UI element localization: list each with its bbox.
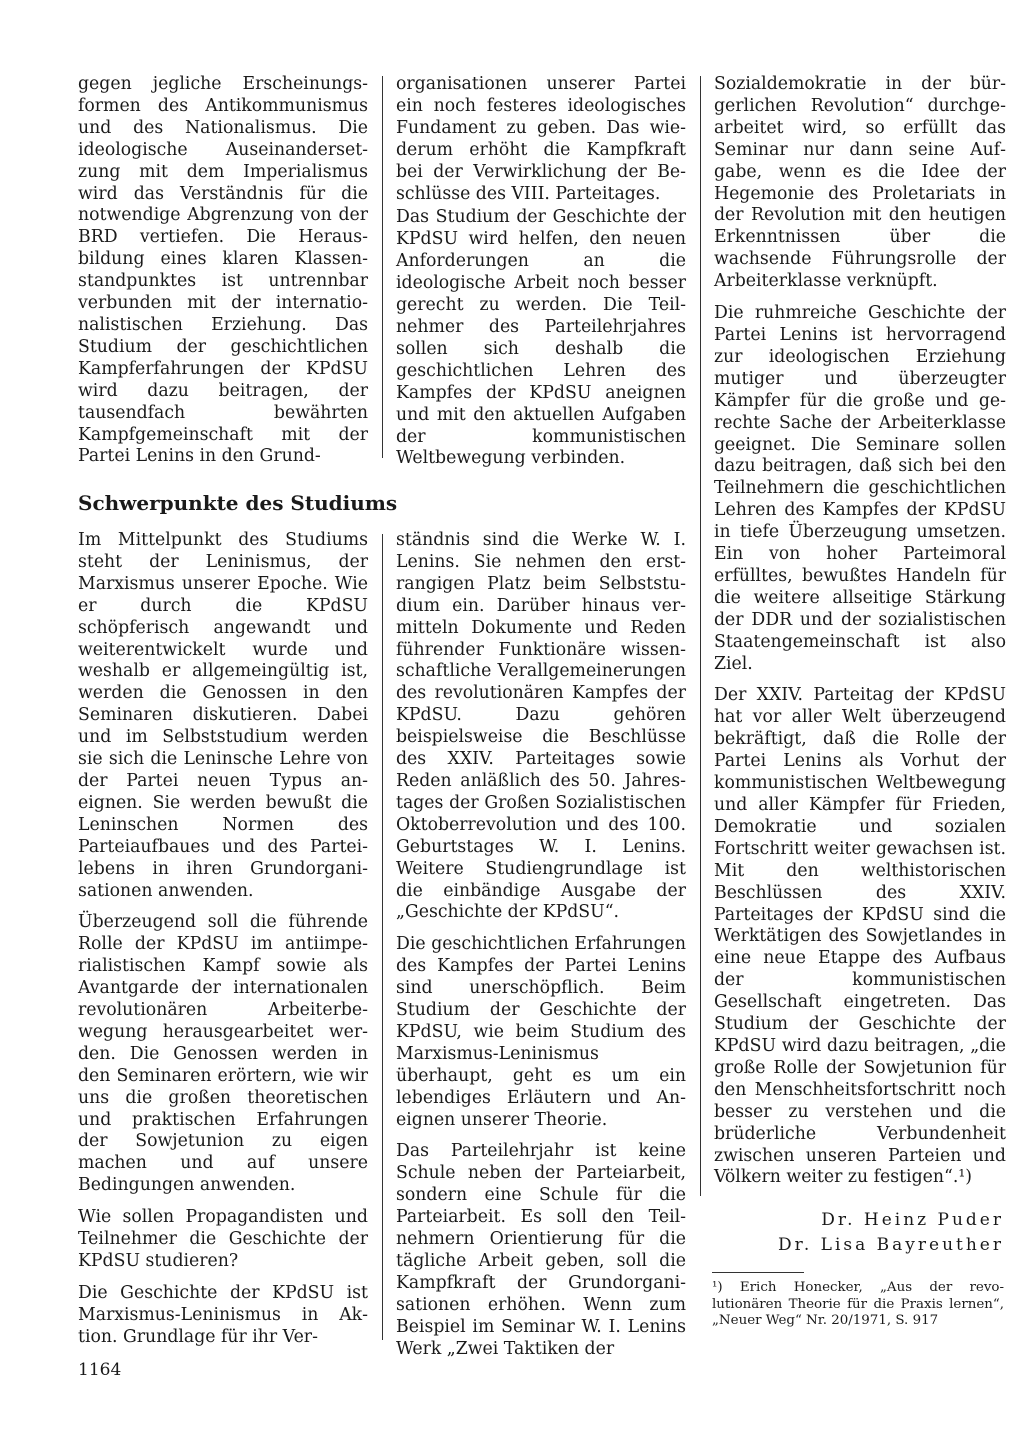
paragraph: Wie sollen Propagandisten und Teilnehmer die Geschichte der KPdSU studieren? [78,1207,368,1271]
column-2-bottom [396,530,686,1361]
column-1-bottom [78,530,368,1349]
paragraph: gegen jegliche Erscheinungsformen des Antikommunismus und des Nationalismus. Die ideologische Auseinandersetzung mit dem Imperialismus wird das Verständnis für die notwendige Abgrenzung von der BRD vertiefen. Die Herausbildung eines klaren Klassenstandpunktes ist untrennbar verbunden mit der internationalistischen Erziehung. Das Studium der geschichtlichen Kampferfahrungen der KPdSU wird dazu beitragen, der tausendfach bewährten Kampfgemeinschaft mit der Partei Lenins in den Grund- [78,74,368,467]
column-divider [382,534,383,1340]
footnote-rule [712,1272,804,1273]
paragraph: Das Parteilehrjahr ist keine Schule neben der Parteiarbeit, sondern eine Schule für die Parteiarbeit. Es soll den Teilnehmern Orientierung für die tägliche Arbeit geben, soll die Kampfkraft der Grundorganisationen erhöhen. Wenn zum Beispiel im Seminar W. I. Lenins Werk „Zwei Taktiken der [396,1141,686,1359]
paragraph: Im Mittelpunkt des Studiums steht der Leninismus, der Marxismus unserer Epoche. Wie er durch die KPdSU schöpferisch angewandt und weiterentwickelt wurde und weshalb er allgemeingültig ist, werden die Genossen in den Seminaren diskutieren. Dabei und im Selbststudium werden sie sich die Leninsche Lehre von der Partei neuen Typus aneignen. Sie werden bewußt die Leninschen Normen des Parteiaufbaues und des Parteilebens in ihren Grundorganisationen anwenden. [78,530,368,901]
paragraph: organisationen unserer Partei ein noch festeres ideologisches Fundament zu geben. Das wiederum erhöht die Kampfkraft bei der Verwirklichung der Beschlüsse des VIII. Parteitages. [396,74,686,204]
footnote: ¹) Erich Honecker, „Aus der revolutionären Theorie für die Praxis lernen“, „Neuer Weg“ Nr. 20/1971, S. 917 [712,1280,1004,1328]
paragraph: Der XXIV. Parteitag der KPdSU hat vor aller Welt überzeugend bekräftigt, daß die Rolle der Partei Lenins als Vorhut der kommunistischen Weltbewegung und aller Kämpfer für Frieden, Demokratie und sozialen Fortschritt weiter gewachsen ist. Mit den welthistorischen Beschlüssen des XXIV. Parteitages der KPdSU sind die Werktätigen des Sowjetlandes in eine neue Etappe des Aufbaus der kommunistischen Gesellschaft eingetreten. Das Studium der Geschichte der KPdSU wird dazu beitragen, „die große Rolle der Sowjetunion für den Menschheitsfortschritt noch besser zu verstehen und die brüderliche Verbundenheit zwischen unseren Parteien und Völkern weiter zu festigen“.¹) [714,685,1006,1188]
paragraph: Sozialdemokratie in der bürgerlichen Revolution“ durchgearbeitet wird, so erfüllt das Seminar nur dann seine Aufgabe, wenn es die Idee der Hegemonie des Proletariats in der Revolution mit den heutigen Erkenntnissen über die wachsende Führungsrolle der Arbeiterklasse verknüpft. [714,74,1006,292]
column-divider [382,76,383,458]
column-divider [700,76,701,1196]
section-heading: Schwerpunkte des Studiums [78,491,398,515]
author-signature: Dr. Heinz Puder [821,1210,1004,1230]
page-number: 1164 [78,1360,122,1380]
column-3 [714,74,1006,1189]
paragraph: Überzeugend soll die führende Rolle der KPdSU im antiimperialistischen Kampf sowie als Avantgarde der internationalen revolutionären Arbeiterbewegung herausgearbeitet werden. Die Genossen werden in den Seminaren erörtern, wie wir uns die großen theoretischen und praktischen Erfahrungen der Sowjetunion zu eigen machen und auf unsere Bedingungen anwenden. [78,912,368,1196]
paragraph: Die geschichtlichen Erfahrungen des Kampfes der Partei Lenins sind unerschöpflich. Beim Studium der Geschichte der KPdSU, wie beim Studium des Marxismus-Leninismus überhaupt, geht es um ein lebendiges Erläutern und Aneignen unserer Theorie. [396,934,686,1130]
paragraph: ständnis sind die Werke W. I. Lenins. Sie nehmen den erstrangigen Platz beim Selbststudium ein. Darüber hinaus vermitteln Dokumente und Reden führender Funktionäre wissenschaftliche Verallgemeinerungen des revolutionären Kampfes der KPdSU. Dazu gehören beispielsweise die Beschlüsse des XXIV. Parteitages sowie Reden anläßlich des 50. Jahrestages der Großen Sozialistischen Oktoberrevolution und des 100. Geburtstages W. I. Lenins. Weitere Studiengrundlage ist die einbändige Ausgabe der „Geschichte der KPdSU“. [396,530,686,923]
column-1-top [78,74,368,468]
paragraph: Die Geschichte der KPdSU ist Marxismus-Leninismus in Aktion. Grundlage für ihr Ver- [78,1282,368,1347]
column-2-top [396,74,686,470]
paragraph: Das Studium der Geschichte der KPdSU wird helfen, den neuen Anforderungen an die ideologische Arbeit noch besser gerecht zu werden. Die Teilnehmer des Parteilehrjahres sollen sich deshalb die geschichtlichen Lehren des Kampfes der KPdSU aneignen und mit den aktuellen Aufgaben der kommunistischen Weltbewegung verbinden. [396,207,686,469]
paragraph: Die ruhmreiche Geschichte der Partei Lenins ist hervorragend zur ideologischen Erziehung mutiger und überzeugter Kämpfer für die große und gerechte Sache der Arbeiterklasse geeignet. Die Seminare sollen dazu beitragen, daß sich bei den Teilnehmern die geschichtlichen Lehren des Kampfes der KPdSU in tiefe Überzeugung umsetzen. Ein von hoher Parteimoral erfülltes, bewußtes Handeln für die weitere allseitige Stärkung der DDR und der sozialistischen Staatengemeinschaft ist also Ziel. [714,303,1006,674]
author-signature: Dr. Lisa Bayreuther [777,1235,1004,1255]
